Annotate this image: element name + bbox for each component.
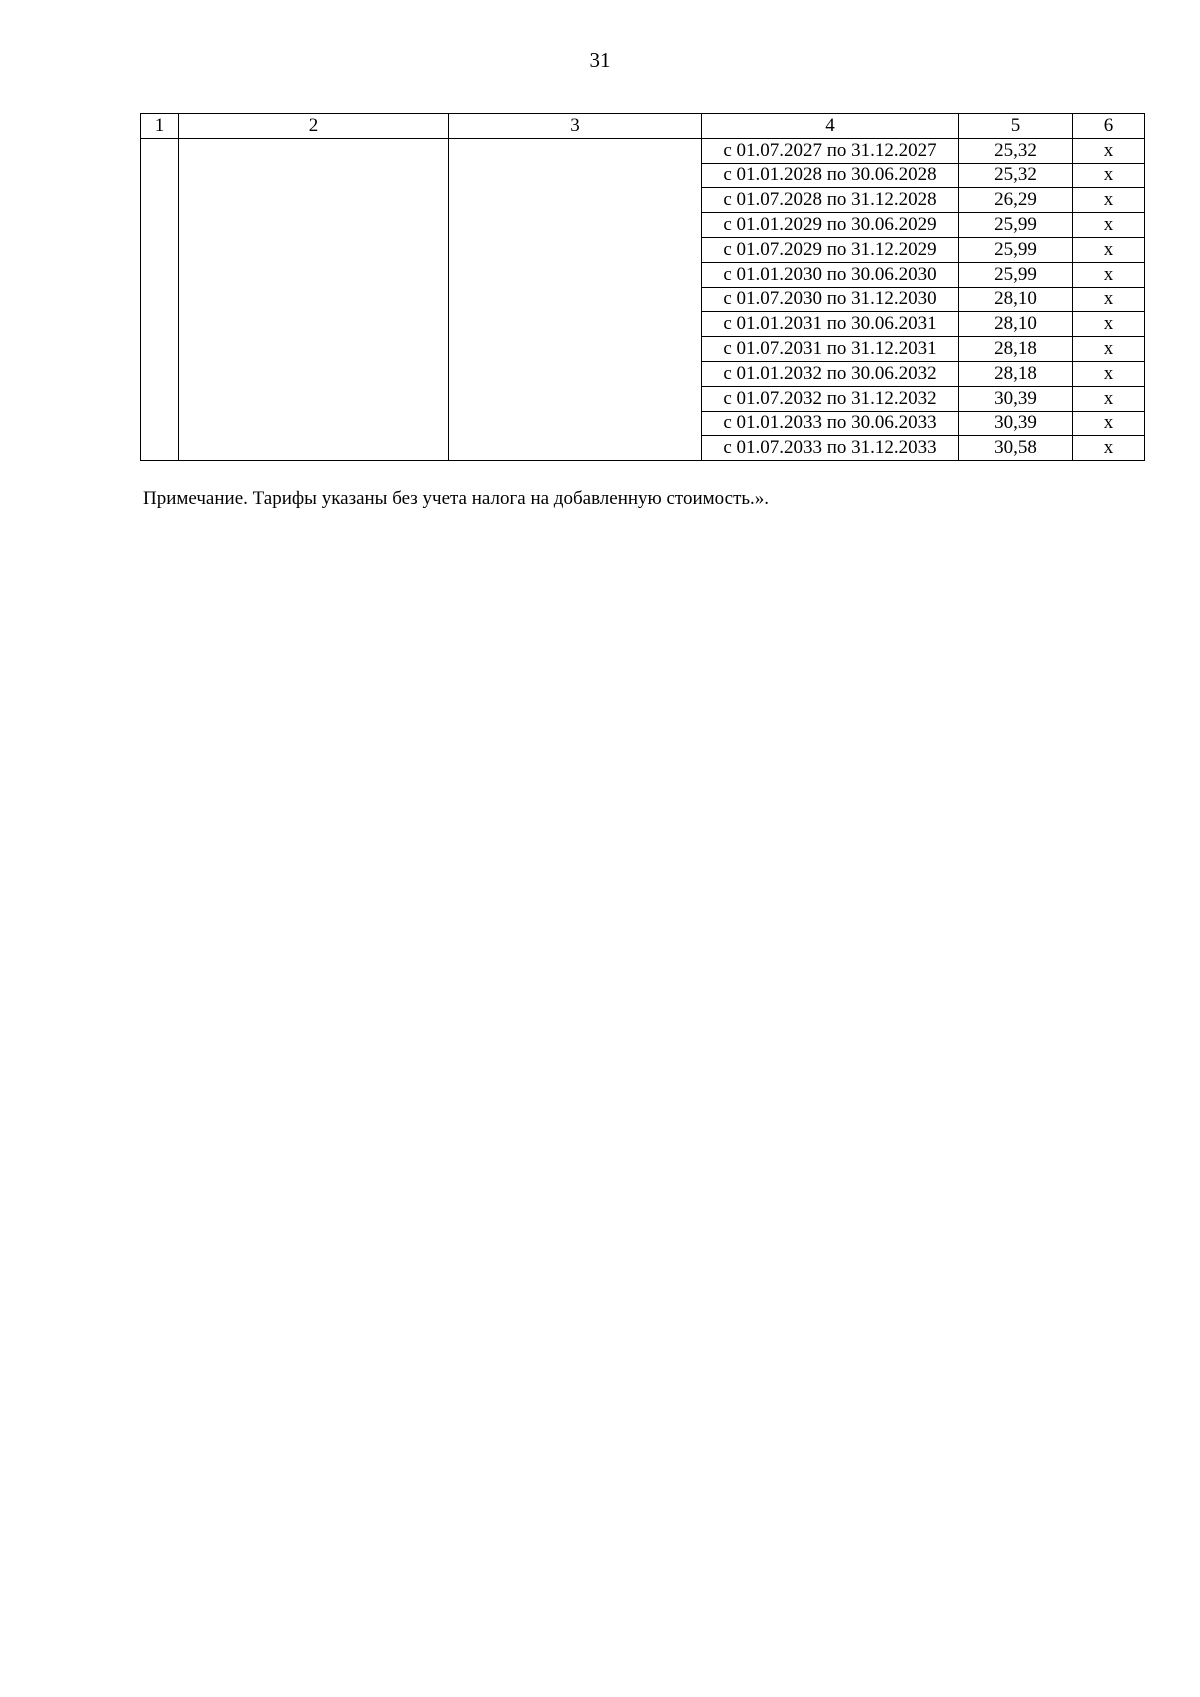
table-header-row [141,114,1145,139]
mark-cell: х [1073,436,1145,461]
tariff-cell: 30,39 [959,411,1073,436]
page-number: 31 [589,48,611,72]
period-cell: с 01.07.2032 по 31.12.2032 [702,386,959,411]
period-cell: с 01.07.2033 по 31.12.2033 [702,436,959,461]
table-body [141,138,1145,460]
mark-cell: х [1073,386,1145,411]
tariff-cell: 25,99 [959,262,1073,287]
mark-cell: х [1073,411,1145,436]
column-header: 5 [959,114,1073,139]
tariff-cell: 25,32 [959,138,1073,163]
period-cell: с 01.07.2031 по 31.12.2031 [702,337,959,362]
period-cell: с 01.07.2029 по 31.12.2029 [702,237,959,262]
column-header: 2 [179,114,449,139]
column-header: 6 [1073,114,1145,139]
tariff-cell: 28,10 [959,287,1073,312]
period-cell: с 01.01.2029 по 30.06.2029 [702,213,959,238]
tariff-cell: 28,10 [959,312,1073,337]
tariff-cell: 25,32 [959,163,1073,188]
note-text: Примечание. Тарифы указаны без учета налога на добавленную стоимость.». [143,488,770,509]
mark-cell: х [1073,138,1145,163]
mark-cell: х [1073,262,1145,287]
empty-cell-col2 [179,138,449,460]
period-cell: с 01.07.2027 по 31.12.2027 [702,138,959,163]
empty-cell-col3 [449,138,702,460]
period-cell: с 01.01.2028 по 30.06.2028 [702,163,959,188]
column-header: 1 [141,114,179,139]
tariff-cell: 25,99 [959,213,1073,238]
period-cell: с 01.01.2032 по 30.06.2032 [702,361,959,386]
tariff-cell: 30,39 [959,386,1073,411]
empty-cell-col1 [141,138,179,460]
column-header: 4 [702,114,959,139]
mark-cell: х [1073,287,1145,312]
column-header: 3 [449,114,702,139]
mark-cell: х [1073,361,1145,386]
mark-cell: х [1073,312,1145,337]
mark-cell: х [1073,163,1145,188]
tariff-table [140,113,1145,461]
period-cell: с 01.07.2030 по 31.12.2030 [702,287,959,312]
tariff-cell: 28,18 [959,337,1073,362]
tariff-cell: 28,18 [959,361,1073,386]
period-cell: с 01.07.2028 по 31.12.2028 [702,188,959,213]
mark-cell: х [1073,237,1145,262]
table-row [141,138,1145,163]
mark-cell: х [1073,213,1145,238]
tariff-cell: 30,58 [959,436,1073,461]
tariff-cell: 25,99 [959,237,1073,262]
period-cell: с 01.01.2030 по 30.06.2030 [702,262,959,287]
tariff-cell: 26,29 [959,188,1073,213]
mark-cell: х [1073,337,1145,362]
period-cell: с 01.01.2031 по 30.06.2031 [702,312,959,337]
mark-cell: х [1073,188,1145,213]
period-cell: с 01.01.2033 по 30.06.2033 [702,411,959,436]
